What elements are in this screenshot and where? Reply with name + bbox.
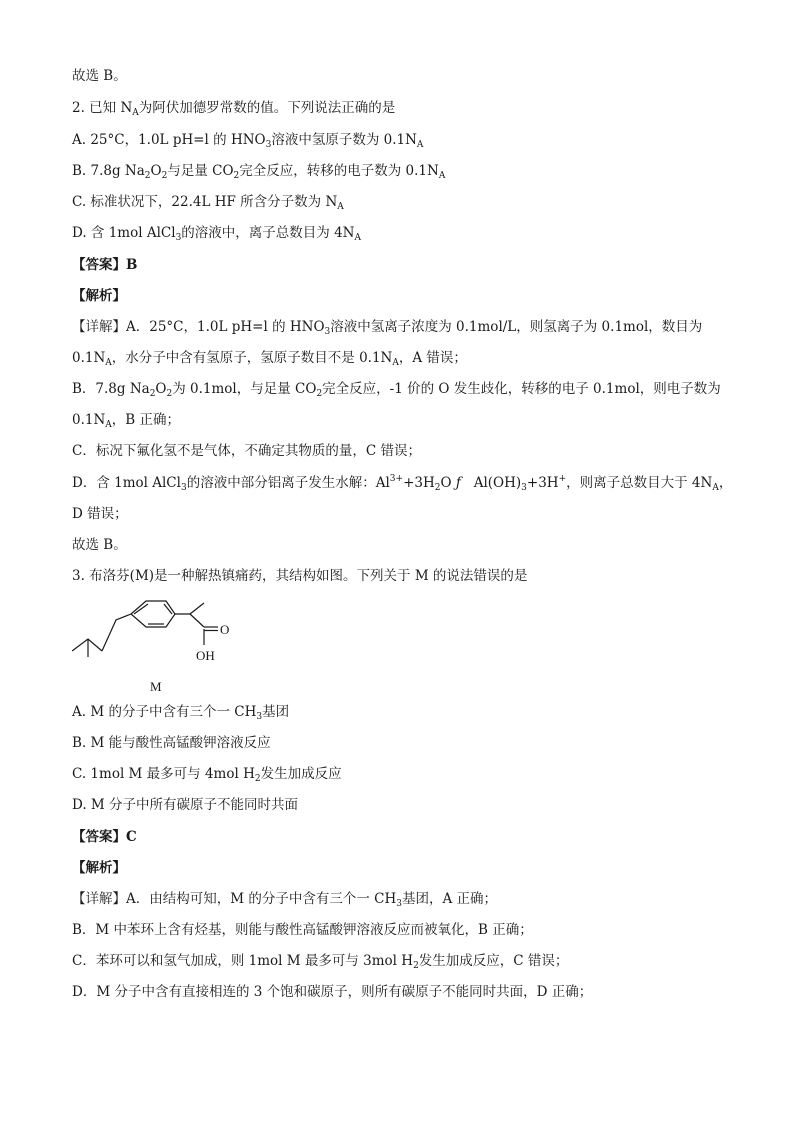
option-b: B. 7.8g $Na_2O_2$与足量 $CO_2$完全反应，转移的电子数为 $0.1N_A$	[72, 163, 446, 181]
analysis-label: 【解析】	[72, 288, 126, 304]
explanation-line: B．7.8g $Na_2O_2$为 0.1mol，与足量 $CO_2$完全反应，-1 价的 O 发生歧化，转移的电子 0.1mol，则电子数为	[72, 381, 721, 399]
option-a: A. M 的分子中含有三个一 $CH_3$基团	[72, 704, 290, 722]
explanation-line: B．M 中苯环上含有烃基，则能与酸性高锰酸钾溶液反应而被氧化，B 正确；	[72, 922, 533, 938]
option-c: C. 1mol M 最多可与 4mol $H_2$发生加成反应	[72, 766, 342, 784]
option-a: A. 25°C，1.0L pH=l 的 $HNO_3$溶液中氢原子数为 $0.1N_A$	[72, 132, 424, 150]
explanation-line: $0.1N_A$，水分子中含有氢原子，氢原子数目不是 $0.1N_A$，A 错误；	[72, 350, 467, 368]
explanation-line: $0.1N_A$，B 正确；	[72, 412, 181, 430]
question-2-stem: 2. 已知 $N_A$为阿伏加德罗常数的值。下列说法正确的是	[72, 100, 396, 118]
answer-label: 【答案】C	[72, 829, 137, 845]
explanation-line: D 错误；	[72, 506, 128, 522]
explanation-line: 【详解】A．25°C，1.0L pH=l 的 $HNO_3$溶液中氢离子浓度为 0.1mol/L，则氢离子为 0.1mol，数目为	[72, 319, 703, 337]
option-d: D. 含 1mol AlCl$_3$的溶液中，离子总数目为 $4N_A$	[72, 225, 361, 243]
explanation-line: D．含 1mol AlCl$_3$的溶液中部分铝离子发生水解：$Al^{3+}+3H_2O$ ƒ $Al(OH)_3+3H^+$，则离子总数目大于 $4N_A$，	[72, 474, 733, 493]
explanation-line: C．苯环可以和氢气加成，则 1mol M 最多可与 3mol $H_2$发生加成反应，C 错误；	[72, 953, 569, 971]
explanation-line: D．M 分子中含有直接相连的 3 个饱和碳原子，则所有碳原子不能同时共面，D 正确；	[72, 984, 593, 1000]
answer-label: 【答案】B	[72, 257, 138, 273]
text-line: 故选 B。	[72, 68, 127, 84]
option-c: C. 标准状况下，22.4L HF 所含分子数为 $N_A$	[72, 194, 344, 212]
question-3-stem: 3. 布洛芬(M)是一种解热镇痛药，其结构如图。下列关于 M 的说法错误的是	[72, 568, 528, 584]
option-b: B. M 能与酸性高锰酸钾溶液反应	[72, 735, 271, 751]
text-line: 故选 B。	[72, 537, 127, 553]
option-d: D. M 分子中所有碳原子不能同时共面	[72, 797, 299, 813]
explanation-line: C．标况下氟化氢不是气体，不确定其物质的量，C 错误；	[72, 443, 421, 459]
explanation-line: 【详解】A．由结构可知，M 的分子中含有三个一 $CH_3$基团，A 正确；	[72, 891, 498, 909]
hydroxyl-label: OH	[196, 648, 215, 663]
compound-label: M	[150, 679, 162, 694]
ibuprofen-structure	[72, 594, 272, 694]
analysis-label: 【解析】	[72, 860, 126, 876]
oxygen-label: O	[220, 622, 230, 637]
